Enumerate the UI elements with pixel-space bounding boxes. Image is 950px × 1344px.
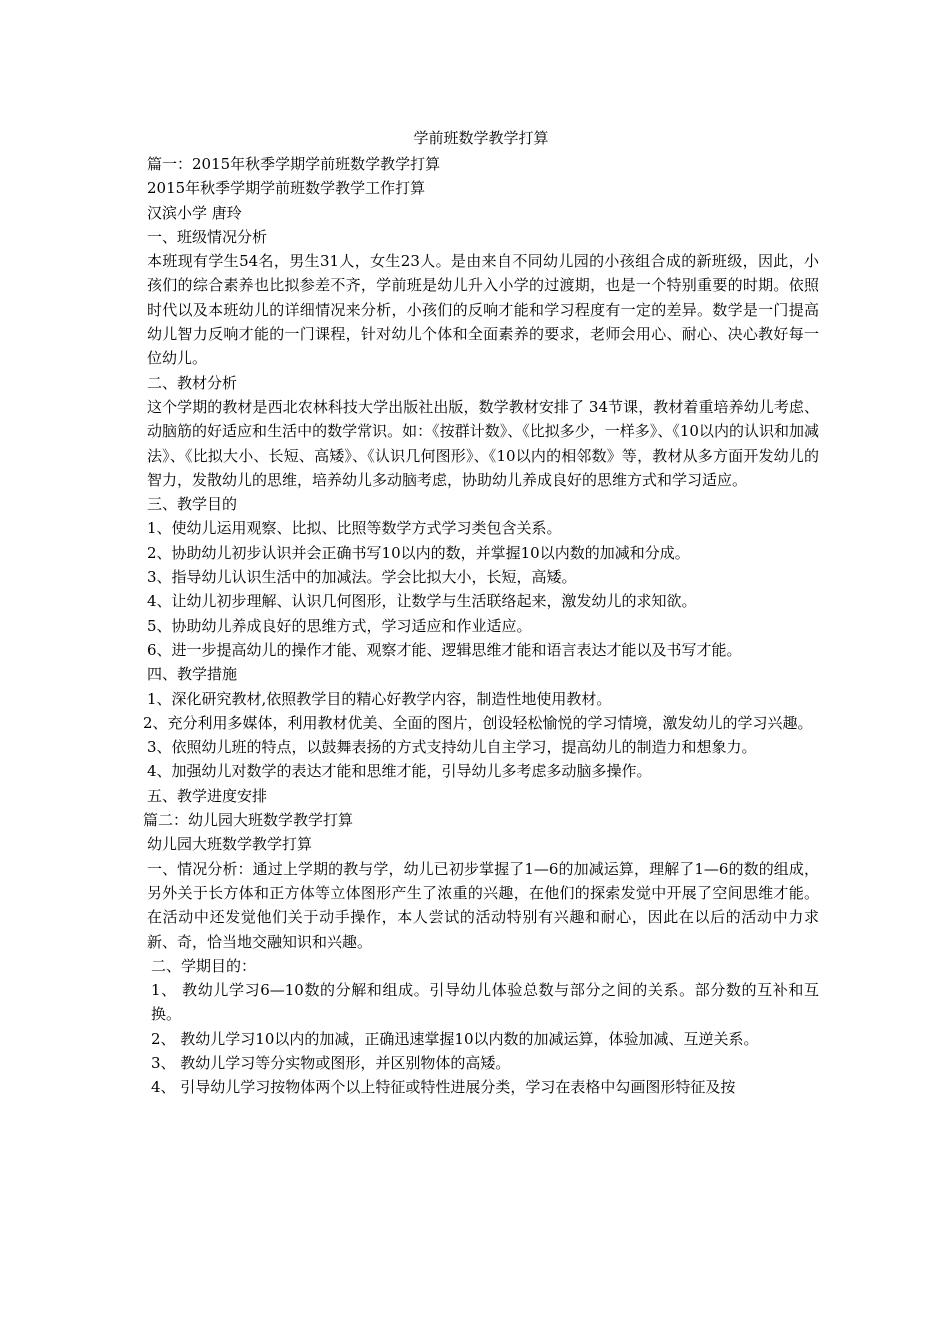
paragraph: 这个学期的教材是西北农林科技大学出版社出版，数学教材安排了 34节课，教材着重培养幼儿考虑、动脑筋的好适应和生活中的数学常识。如：《按群计数》、《比拟多少，一样多》、《10以内的认识和加减法》、《比拟大小、长短、高矮》、《认识几何图形》、《10以内的相邻数》等，教材从多方面开发幼儿的智力，发散幼儿的思维，培养幼儿多动脑考虑，协助幼儿养成良好的思维方式和学习适应。: [147, 397, 819, 489]
paragraph: 2015年秋季学期学前班数学教学工作打算: [147, 179, 426, 198]
paragraph: 4、让幼儿初步理解、认识几何图形，让数学与生活联络起来，激发幼儿的求知欲。: [147, 592, 697, 611]
paragraph: 2、协助幼儿初步认识并会正确书写10以内的数，并掌握10以内数的加减和分成。: [147, 543, 690, 562]
paragraph: 4、加强幼儿对数学的表达才能和思维才能，引导幼儿多考虑多动脑多操作。: [147, 762, 652, 781]
paragraph: 四、教学措施: [147, 665, 238, 684]
paragraph: 三、教学目的: [147, 495, 238, 514]
paragraph: 一、情况分析：通过上学期的教与学，幼儿已初步掌握了1—6的加减运算，理解了1—6的数的组成，另外关于长方体和正方体等立体图形产生了浓重的兴趣，在他们的探索发觉中开展了空间思维才能。在活动中还发觉他们关于动手操作，本人尝试的活动特别有兴趣和耐心，因此在以后的活动中力求新、奇，恰当地交融知识和兴趣。: [147, 859, 819, 951]
paragraph: 本班现有学生54名，男生31人，女生23人。是由来自不同幼儿园的小孩组合成的新班级，因此，小孩们的综合素养也比拟参差不齐，学前班是幼儿升入小学的过渡期，也是一个特别重要的时期。依照时代以及本班幼儿的详细情况来分析，小孩们的反响才能和学习程度有一定的差异。数学是一门提高幼儿智力反响才能的一门课程，针对幼儿个体和全面素养的要求，老师会用心、耐心、决心教好每一位幼儿。: [147, 252, 819, 368]
paragraph: 五、教学进度安排: [147, 786, 268, 805]
paragraph: 1、 教幼儿学习6—10数的分解和组成。引导幼儿体验总数与部分之间的关系。部分数的互补和互换。: [151, 981, 819, 1024]
paragraph: 1、深化研究教材,依照教学目的精心好教学内容，制造性地使用教材。: [147, 689, 612, 708]
paragraph: 2、充分利用多媒体，利用教材优美、全面的图片，创设轻松愉悦的学习情境，激发幼儿的学习兴趣。: [143, 713, 813, 732]
paragraph: 汉滨小学 唐玲: [147, 203, 242, 222]
paragraph: 一、班级情况分析: [147, 227, 268, 246]
paragraph: 5、协助幼儿养成良好的思维方式，学习适应和作业适应。: [147, 616, 532, 635]
paragraph: 2、 教幼儿学习10以内的加减，正确迅速掌握10以内数的加减运算，体验加减、互逆关系。: [151, 1029, 759, 1048]
paragraph: 二、学期目的：: [151, 956, 257, 975]
paragraph: 3、指导幼儿认识生活中的加减法。学会比拟大小，长短，高矮。: [147, 568, 577, 587]
document-title: 学前班数学教学打算: [413, 129, 549, 147]
paragraph: 3、依照幼儿班的特点，以鼓舞表扬的方式支持幼儿自主学习，提高幼儿的制造力和想象力。: [147, 738, 757, 757]
paragraph: 3、 教幼儿学习等分实物或图形，并区别物体的高矮。: [151, 1053, 511, 1072]
paragraph: 6、进一步提高幼儿的操作才能、观察才能、逻辑思维才能和语言表达才能以及书写才能。: [147, 640, 742, 659]
paragraph: 1、使幼儿运用观察、比拟、比照等数学方式学习类包含关系。: [147, 519, 562, 538]
paragraph: 篇二：幼儿园大班数学教学打算: [143, 811, 354, 830]
paragraph: 篇一：2015年秋季学期学前班数学教学打算: [147, 155, 441, 173]
paragraph: 4、 引导幼儿学习按物体两个以上特征或特性进展分类，学习在表格中勾画图形特征及按: [151, 1078, 736, 1097]
paragraph: 二、教材分析: [147, 373, 238, 392]
document-body: [143, 152, 819, 1100]
document-page: [143, 126, 819, 1100]
paragraph: 幼儿园大班数学教学打算: [147, 835, 313, 854]
